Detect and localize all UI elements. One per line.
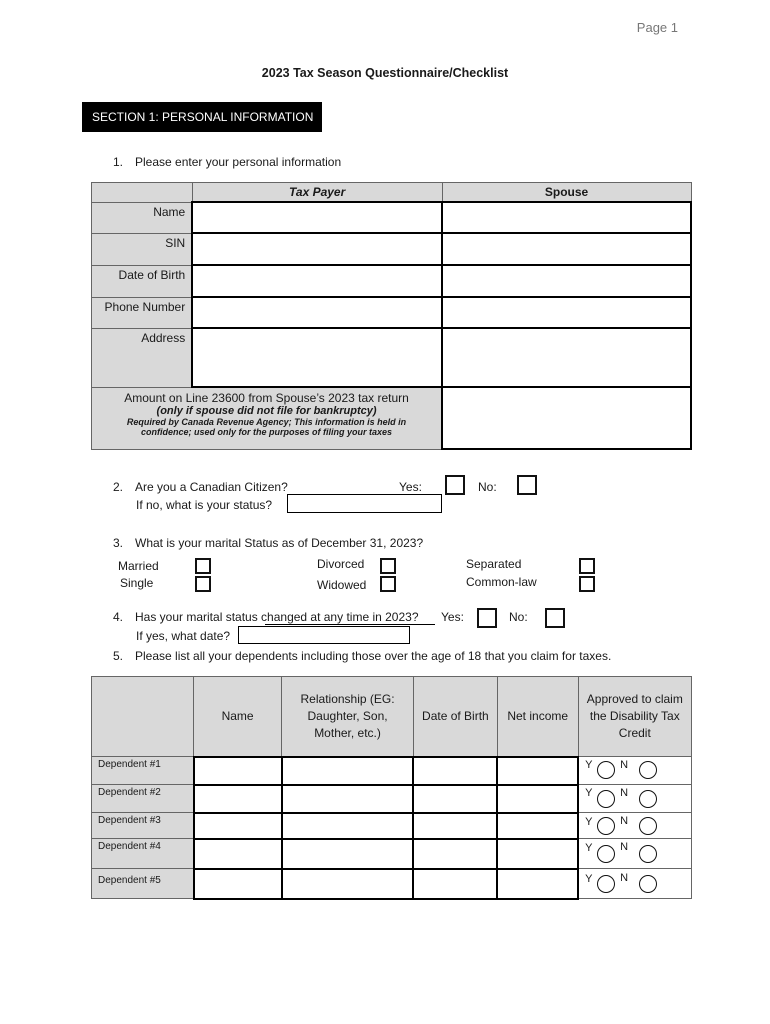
dependent-1-n-label: N (620, 759, 629, 771)
row-label-address: Address (92, 328, 193, 387)
dep-header-blank (92, 677, 194, 757)
q2-yes-label: Yes: (399, 480, 422, 494)
dependent-5-dob-field[interactable] (413, 869, 497, 899)
dependent-3-disability-choice (578, 813, 691, 839)
dependent-3-yes-radio[interactable] (597, 817, 615, 835)
question-1-text: Please enter your personal information (135, 155, 342, 169)
dependent-3-y-label: Y (585, 816, 593, 828)
q2-yes-checkbox[interactable] (445, 475, 465, 495)
amount-line-text: Amount on Line 23600 from Spouse’s 2023 tax return (124, 391, 409, 405)
question-3-number: 3. (113, 536, 124, 550)
question-3-text: What is your marital Status as of December 31, 2023? (135, 536, 424, 550)
dependent-4-label: Dependent #4 (92, 839, 194, 869)
spouse-address-field[interactable] (442, 328, 691, 387)
question-2 (113, 480, 288, 494)
spouse-name-field[interactable] (442, 202, 691, 233)
dependent-5-name-field[interactable] (194, 869, 282, 899)
dependent-5-label: Dependent #5 (92, 869, 194, 899)
taxpayer-address-field[interactable] (192, 328, 442, 387)
dependent-2-yes-radio[interactable] (597, 790, 615, 808)
question-4-number: 4. (113, 610, 124, 624)
taxpayer-phone-field[interactable] (192, 297, 442, 328)
header-blank (92, 183, 193, 203)
dependent-2-dob-field[interactable] (413, 785, 497, 813)
dependent-2-relationship-field[interactable] (282, 785, 414, 813)
dep-header-relationship: Relationship (EG: Daughter, Son, Mother, etc.) (282, 677, 414, 757)
dep-header-name: Name (194, 677, 282, 757)
amount-line-note: (only if spouse did not file for bankruptcy) (156, 405, 377, 417)
dependent-4-n-label: N (620, 841, 629, 853)
dependent-5-y-label: Y (585, 873, 593, 885)
row-label-dob: Date of Birth (92, 265, 193, 297)
taxpayer-sin-field[interactable] (192, 233, 442, 265)
page-title: 2023 Tax Season Questionnaire/Checklist (261, 66, 509, 80)
row-label-sin: SIN (92, 233, 193, 265)
dependent-3-name-field[interactable] (194, 813, 282, 839)
dep-header-net-income: Net income (497, 677, 578, 757)
page-number: Page 1 (636, 20, 678, 35)
dependent-2-y-label: Y (585, 787, 593, 799)
spouse-sin-field[interactable] (442, 233, 691, 265)
common-law-label: Common-law (466, 575, 537, 589)
widowed-label: Widowed (317, 578, 367, 592)
widowed-checkbox[interactable] (380, 576, 396, 592)
question-1-number: 1. (113, 155, 124, 169)
dependent-2-disability-choice (578, 785, 691, 813)
dependent-3-no-radio[interactable] (639, 817, 657, 835)
question-4 (113, 610, 419, 624)
dependent-5-n-label: N (620, 872, 629, 884)
dependent-2-name-field[interactable] (194, 785, 282, 813)
dependent-3-relationship-field[interactable] (282, 813, 414, 839)
taxpayer-dob-field[interactable] (192, 265, 442, 297)
dependent-1-label: Dependent #1 (92, 757, 194, 785)
single-label: Single (120, 576, 154, 590)
dependent-5-no-radio[interactable] (639, 875, 657, 893)
dependent-2-label: Dependent #2 (92, 785, 194, 813)
dependent-5-net-income-field[interactable] (497, 869, 578, 899)
dependent-4-dob-field[interactable] (413, 839, 497, 869)
dependent-4-disability-choice (578, 839, 691, 869)
question-1 (113, 155, 341, 169)
dependent-4-no-radio[interactable] (639, 845, 657, 863)
spouse-phone-field[interactable] (442, 297, 691, 328)
dependent-1-no-radio[interactable] (639, 761, 657, 779)
header-tax-payer: Tax Payer (192, 183, 442, 203)
question-3 (113, 536, 423, 550)
dependent-3-dob-field[interactable] (413, 813, 497, 839)
dependent-3-label: Dependent #3 (92, 813, 194, 839)
cra-notice-line1: Required by Canada Revenue Agency; This information is held in (126, 417, 407, 427)
dep-header-dob: Date of Birth (413, 677, 497, 757)
dependent-4-relationship-field[interactable] (282, 839, 414, 869)
question-2-text: Are you a Canadian Citizen? (135, 480, 288, 494)
q4-no-checkbox[interactable] (545, 608, 565, 628)
dependent-1-disability-choice (578, 757, 691, 785)
common-law-checkbox[interactable] (579, 576, 595, 592)
question-4-text: Has your marital status changed at any time in 2023? (135, 610, 419, 624)
dependent-5-yes-radio[interactable] (597, 875, 615, 893)
dependent-1-net-income-field[interactable] (497, 757, 578, 785)
dependents-table (91, 676, 692, 900)
spouse-dob-field[interactable] (442, 265, 691, 297)
spouse-amount-line-23600-field[interactable] (442, 387, 691, 449)
divorced-label: Divorced (317, 557, 365, 571)
row-label-name: Name (92, 202, 193, 233)
dependent-1-yes-radio[interactable] (597, 761, 615, 779)
single-checkbox[interactable] (195, 576, 211, 592)
dependent-2-no-radio[interactable] (639, 790, 657, 808)
q4-followup-label: If yes, what date? (136, 629, 231, 643)
dependent-3-n-label: N (620, 815, 629, 827)
dependent-1-relationship-field[interactable] (282, 757, 414, 785)
question-2-number: 2. (113, 480, 124, 494)
taxpayer-name-field[interactable] (192, 202, 442, 233)
dep-header-disability-credit: Approved to claim the Disability Tax Credit (578, 677, 691, 757)
question-5-text: Please list all your dependents including those over the age of 18 that you claim for taxes. (135, 649, 612, 663)
dependent-4-yes-radio[interactable] (597, 845, 615, 863)
q4-no-label: No: (509, 610, 528, 624)
married-checkbox[interactable] (195, 558, 211, 574)
cra-notice-line2: confidence; used only for the purposes of filing your taxes (141, 427, 393, 437)
dependent-1-name-field[interactable] (194, 757, 282, 785)
dependent-2-net-income-field[interactable] (497, 785, 578, 813)
question-5-number: 5. (113, 649, 124, 663)
personal-info-table (91, 182, 692, 450)
dependent-1-y-label: Y (585, 759, 593, 771)
separated-checkbox[interactable] (579, 558, 595, 574)
section-header-personal-info: SECTION 1: PERSONAL INFORMATION (82, 102, 322, 132)
dependent-4-net-income-field[interactable] (497, 839, 578, 869)
dependent-2-n-label: N (620, 787, 629, 799)
q2-no-label: No: (478, 480, 497, 494)
divorced-checkbox[interactable] (380, 558, 396, 574)
dependent-5-disability-choice (578, 869, 691, 899)
q2-no-checkbox[interactable] (517, 475, 537, 495)
row-label-phone: Phone Number (92, 297, 193, 328)
marital-change-date-field[interactable] (238, 626, 410, 644)
dependent-5-relationship-field[interactable] (282, 869, 414, 899)
q2-followup-label: If no, what is your status? (136, 498, 273, 512)
amount-line-label (92, 387, 443, 449)
question-4-underline (265, 624, 435, 625)
q4-yes-label: Yes: (441, 610, 464, 624)
q4-yes-checkbox[interactable] (477, 608, 497, 628)
dependent-3-net-income-field[interactable] (497, 813, 578, 839)
dependent-1-dob-field[interactable] (413, 757, 497, 785)
citizenship-status-field[interactable] (287, 494, 442, 513)
header-spouse: Spouse (442, 183, 691, 203)
question-5 (113, 649, 611, 663)
separated-label: Separated (466, 557, 522, 571)
dependent-4-name-field[interactable] (194, 839, 282, 869)
dependent-4-y-label: Y (585, 842, 593, 854)
married-label: Married (118, 559, 159, 573)
